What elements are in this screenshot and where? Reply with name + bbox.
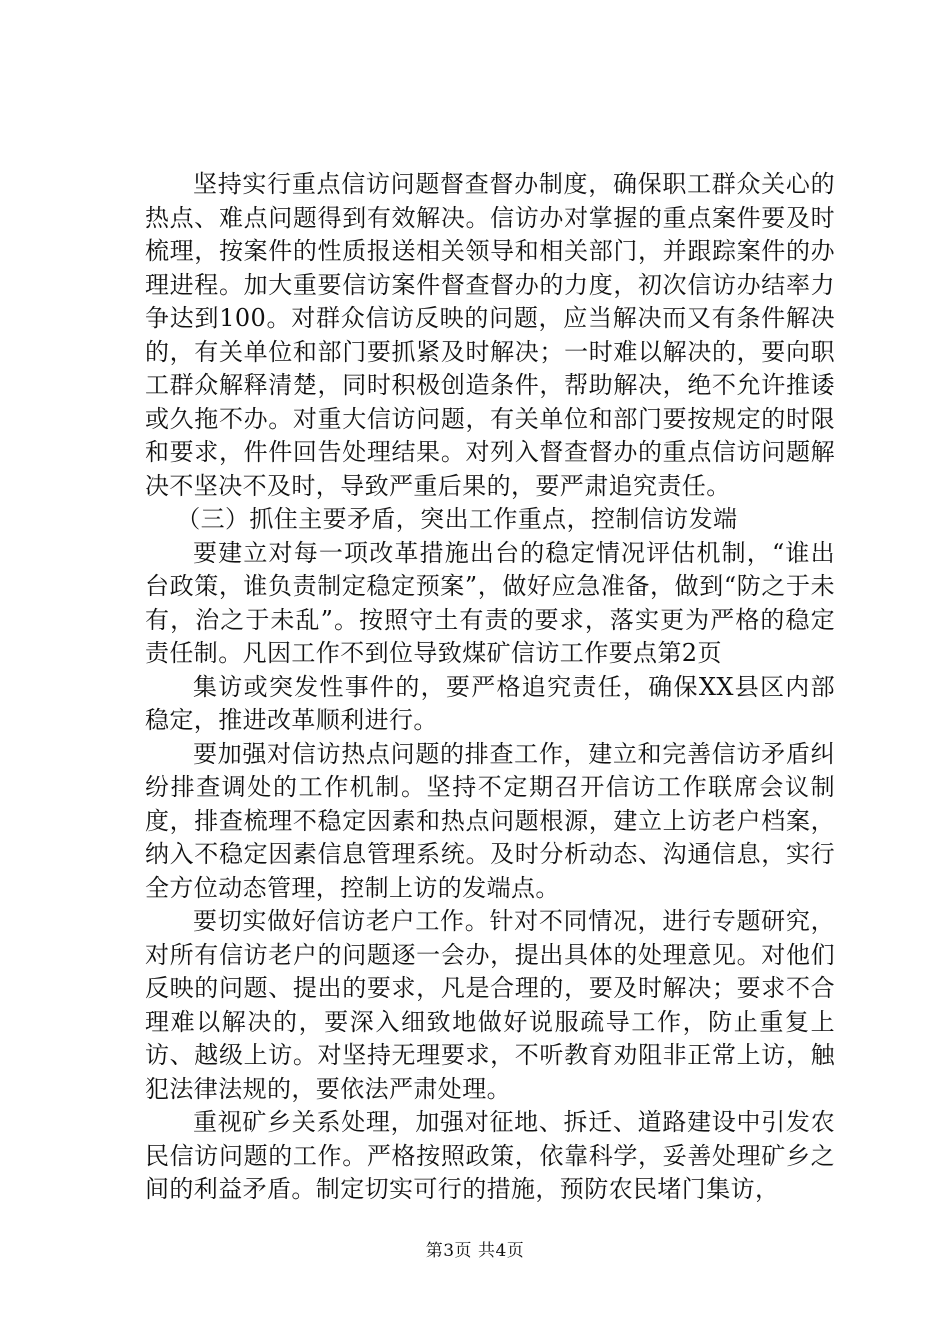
page-number-footer: 第3页 共4页 [425, 1241, 525, 1261]
document-body [145, 168, 835, 1207]
paragraph-hotspot-screening: 要加强对信访热点问题的排查工作，建立和完善信访矛盾纠纷排查调处的工作机制。坚持不定期召开信访工作联席会议制度，排查梳理不稳定因素和热点问题根源，建立上访老户档案，纳入不稳定因素信息管理系统。及时分析动态、沟通信息，实行全方位动态管理，控制上访的发端点。 [145, 739, 835, 902]
paragraph-mine-village-relations: 重视矿乡关系处理，加强对征地、拆迁、道路建设中引发农民信访问题的工作。严格按照政策，依靠科学，妥善处理矿乡之间的利益矛盾。制定切实可行的措施，预防农民堵门集访， [145, 1108, 835, 1203]
section-heading-three: （三）抓住主要矛盾，突出工作重点，控制信访发端 [176, 505, 738, 533]
paragraph-collective-visits: 集访或突发性事件的，要严格追究责任，确保XX县区内部稳定，推进改革顺利进行。 [145, 672, 835, 734]
paragraph-old-petitioners: 要切实做好信访老户工作。针对不同情况，进行专题研究，对所有信访老户的问题逐一会办，提出具体的处理意见。对他们反映的问题、提出的要求，凡是合理的，要及时解决；要求不合理难以解决的，要深入细致地做好说服疏导工作，防止重复上访、越级上访。对坚持无理要求，不听教育劝阻非正常上访，触犯法律法规的，要依法严肃处理。 [145, 907, 835, 1103]
paragraph-supervision: 坚持实行重点信访问题督查督办制度，确保职工群众关心的热点、难点问题得到有效解决。信访办对掌握的重点案件要及时梳理，按案件的性质报送相关领导和相关部门，并跟踪案件的办理进程。加大重要信访案件督查督办的力度，初次信访办结率力争达到100。对群众信访反映的问题，应当解决而又有条件解决的，有关单位和部门要抓紧及时解决；一时难以解决的，要向职工群众解释清楚，同时积极创造条件，帮助解决，绝不允许推诿或久拖不办。对重大信访问题，有关单位和部门要按规定的时限和要求，件件回告处理结果。对列入督查督办的重点信访问题解决不坚决不及时，导致严重后果的，要严肃追究责任。 [145, 170, 835, 500]
paragraph-stability-assessment: 要建立对每一项改革措施出台的稳定情况评估机制，“谁出台政策，谁负责制定稳定预案”，做好应急准备，做到“防之于未有，治之于未乱”。按照守土有责的要求，落实更为严格的稳定责任制。凡因工作不到位导致煤矿信访工作要点第2页 [145, 538, 835, 667]
